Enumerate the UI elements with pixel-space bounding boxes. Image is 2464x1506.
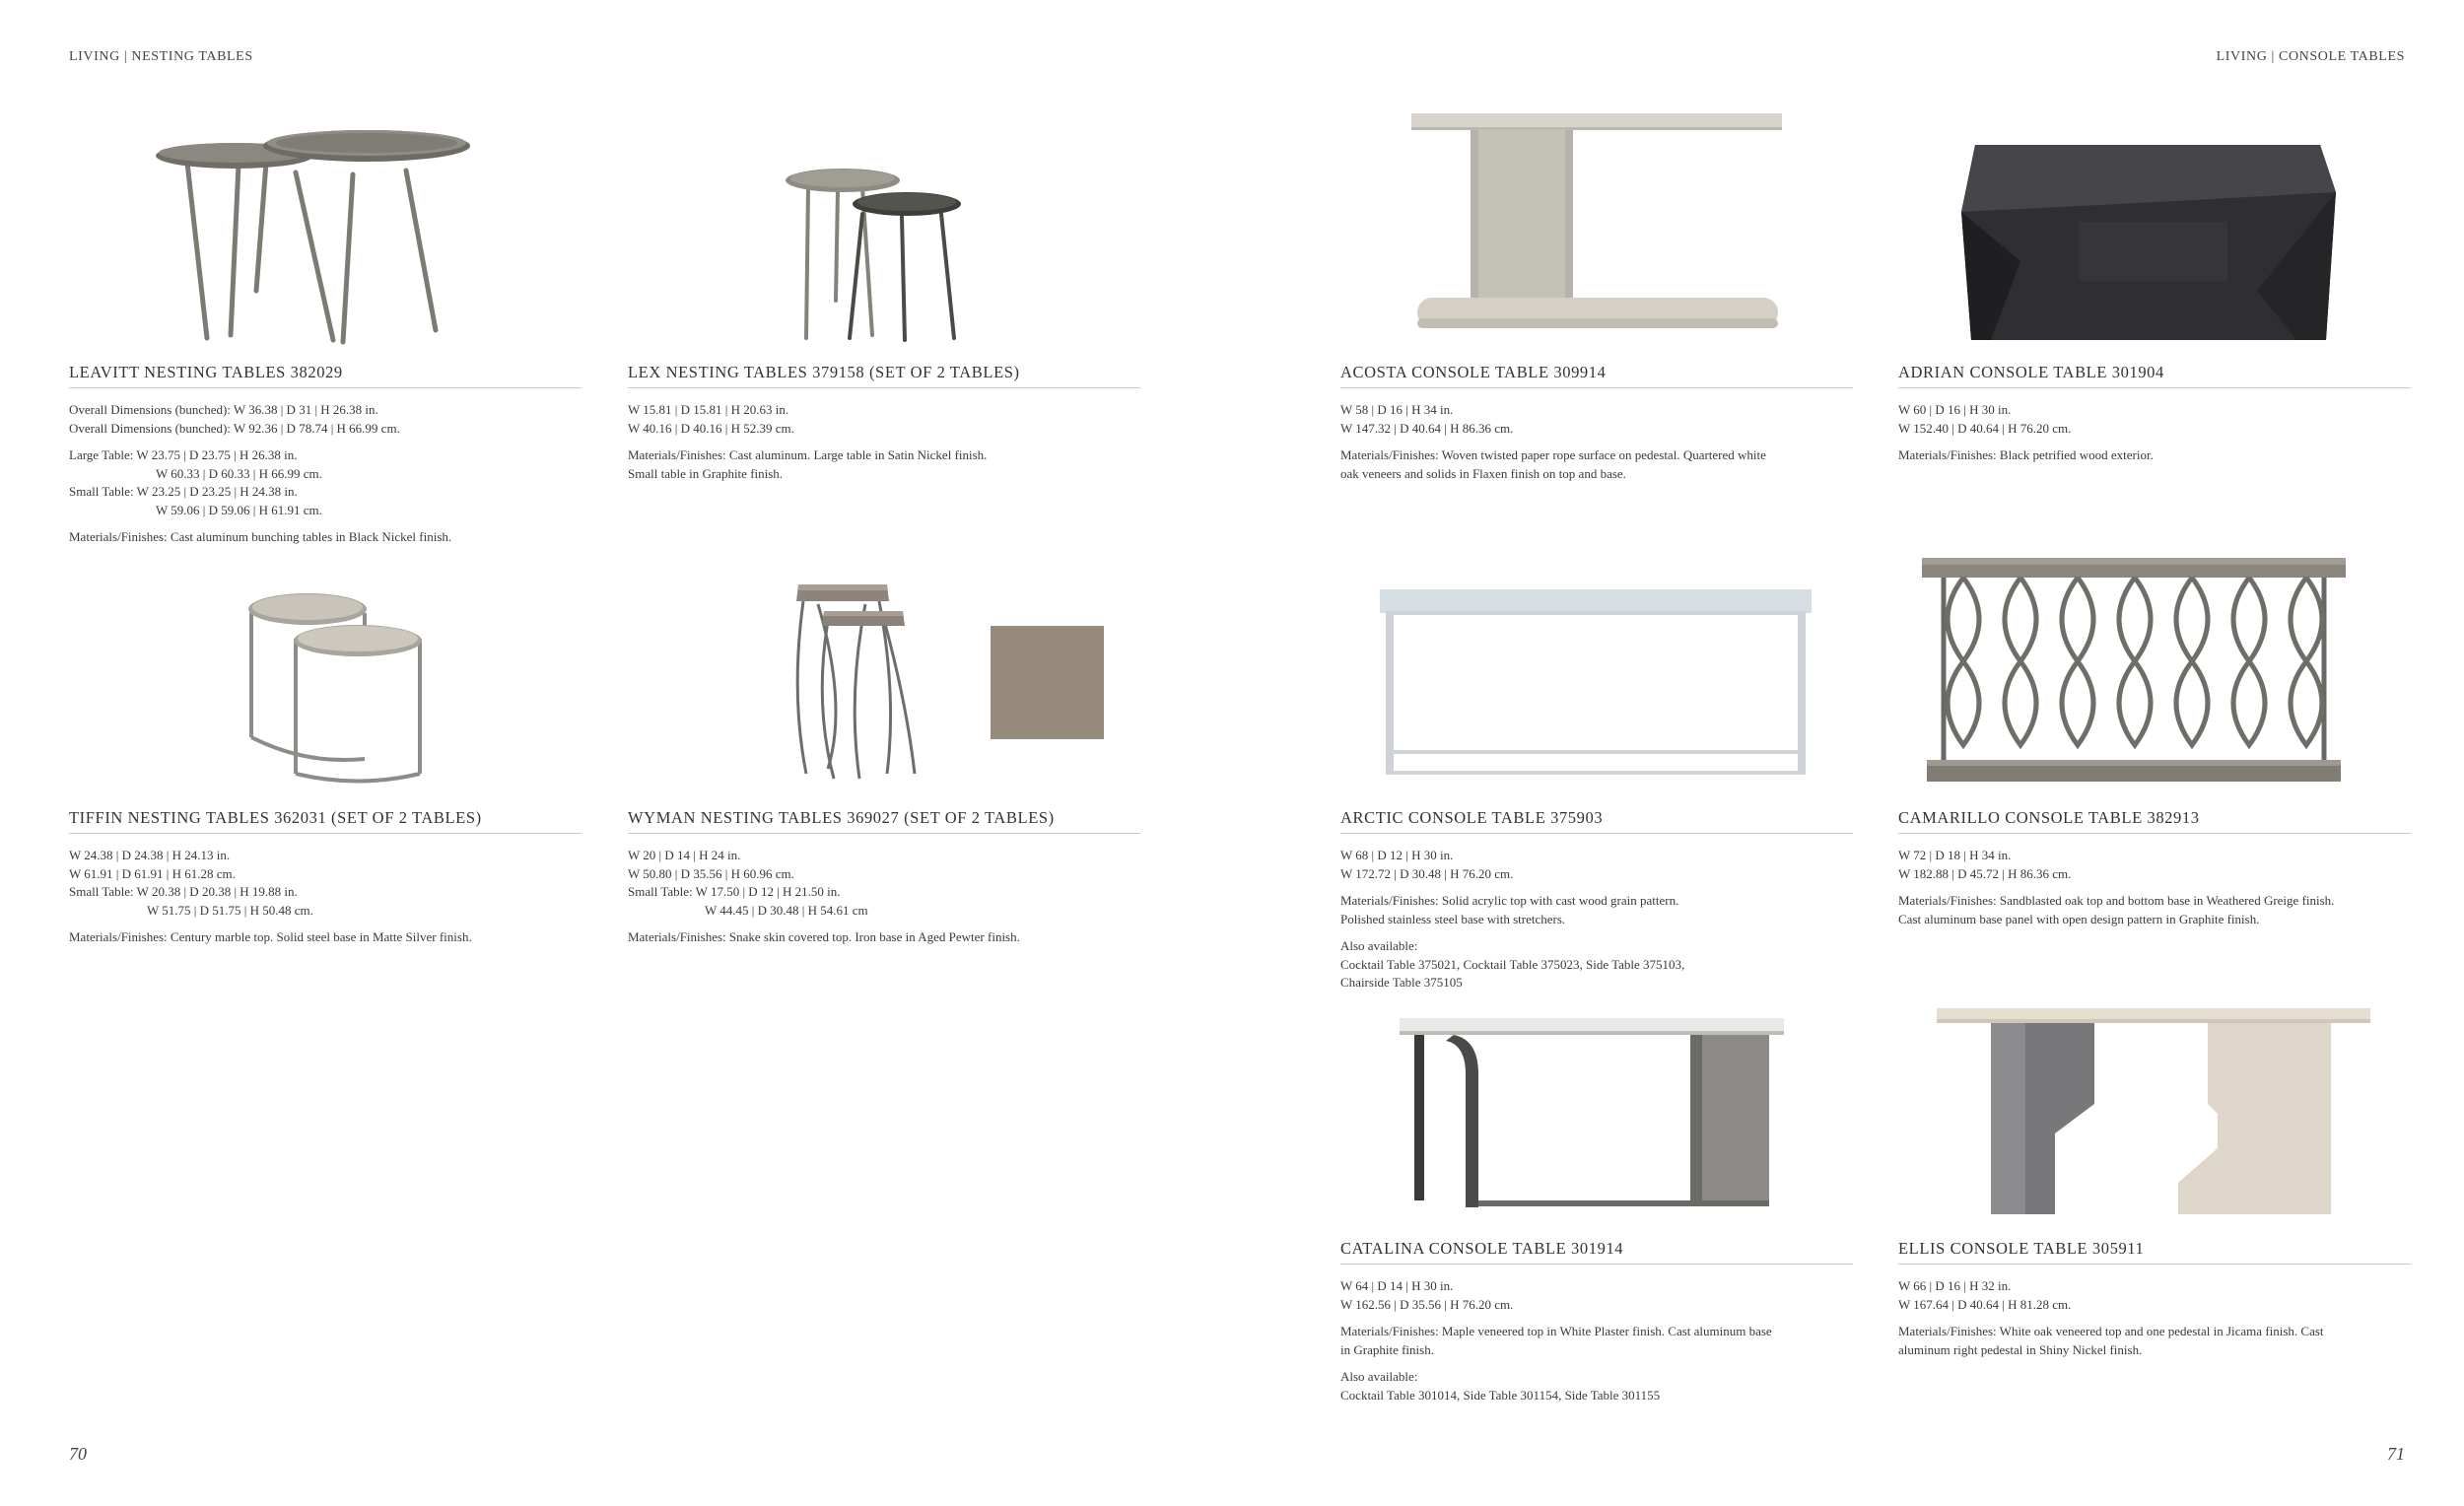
materials-text: Materials/Finishes: Sandblasted oak top and bottom base in Weathered Greige finish. — [1898, 893, 2335, 908]
overall-dimensions-cm: Overall Dimensions (bunched): W 92.36 | D 78.74 | H 66.99 cm. — [69, 420, 400, 436]
small-table-dimensions-in: Small Table: W 17.50 | D 12 | H 21.50 in. — [628, 884, 841, 899]
product-card-leavitt — [69, 363, 582, 547]
wyman-nesting-tables-image — [788, 577, 1104, 784]
materials-text-cont: in Graphite finish. — [1340, 1341, 1434, 1357]
materials-text-cont: Polished stainless steel base with stretchers. — [1340, 911, 1566, 926]
section-label-left: LIVING | NESTING TABLES — [69, 49, 253, 64]
also-available-label: Also available: — [1340, 1369, 1418, 1384]
adrian-console-table-image — [1961, 143, 2336, 350]
product-card-acosta — [1340, 363, 1853, 483]
dimensions-in: W 66 | D 16 | H 32 in. — [1898, 1278, 2012, 1293]
dimensions-in: W 68 | D 12 | H 30 in. — [1340, 848, 1454, 862]
tiffin-nesting-tables-image — [227, 591, 434, 788]
small-table-dimensions-in: Small Table: W 23.25 | D 23.25 | H 24.38 in. — [69, 484, 298, 499]
materials-text-cont: Small table in Graphite finish. — [628, 465, 784, 481]
dimensions-in: W 24.38 | D 24.38 | H 24.13 in. — [69, 848, 231, 862]
page-number-right: 71 — [2387, 1444, 2405, 1464]
leavitt-nesting-tables-image — [148, 113, 483, 350]
product-title: CAMARILLO CONSOLE TABLE 382913 — [1898, 808, 2411, 834]
camarillo-console-table-image — [1922, 555, 2346, 784]
small-table-dimensions-cm: W 44.45 | D 30.48 | H 54.61 cm — [705, 902, 868, 918]
also-available-items-cont: Chairside Table 375105 — [1340, 975, 1463, 990]
also-available-label: Also available: — [1340, 938, 1418, 953]
dimensions-cm: W 162.56 | D 35.56 | H 76.20 cm. — [1340, 1296, 1514, 1312]
also-available-items: Cocktail Table 301014, Side Table 301154, Side Table 301155 — [1340, 1387, 1661, 1403]
dimensions-cm: W 167.64 | D 40.64 | H 81.28 cm. — [1898, 1296, 2072, 1312]
ellis-console-table-image — [1937, 1005, 2370, 1217]
product-title: ELLIS CONSOLE TABLE 305911 — [1898, 1239, 2411, 1265]
dimensions-in: W 20 | D 14 | H 24 in. — [628, 848, 741, 862]
materials-text: Materials/Finishes: Cast aluminum bunching tables in Black Nickel finish. — [69, 529, 452, 544]
also-available-items: Cocktail Table 375021, Cocktail Table 375023, Side Table 375103, — [1340, 956, 1685, 972]
materials-text-cont: oak veneers and solids in Flaxen finish on top and base. — [1340, 465, 1626, 481]
product-card-camarillo — [1898, 808, 2411, 928]
dimensions-cm: W 40.16 | D 40.16 | H 52.39 cm. — [628, 420, 794, 436]
materials-text: Materials/Finishes: Solid acrylic top with cast wood grain pattern. — [1340, 893, 1679, 908]
product-card-lex — [628, 363, 1140, 483]
product-title: WYMAN NESTING TABLES 369027 (SET OF 2 TABLES) — [628, 808, 1140, 834]
product-card-catalina — [1340, 1239, 1853, 1404]
dimensions-in: W 60 | D 16 | H 30 in. — [1898, 402, 2012, 417]
product-title: LEX NESTING TABLES 379158 (SET OF 2 TABLES) — [628, 363, 1140, 388]
large-table-dimensions-cm: W 60.33 | D 60.33 | H 66.99 cm. — [156, 465, 322, 481]
dimensions-cm: W 182.88 | D 45.72 | H 86.36 cm. — [1898, 865, 2072, 881]
acosta-console-table-image — [1409, 108, 1784, 345]
product-title: ADRIAN CONSOLE TABLE 301904 — [1898, 363, 2411, 388]
small-table-dimensions-cm: W 59.06 | D 59.06 | H 61.91 cm. — [156, 502, 322, 517]
small-table-dimensions-cm: W 51.75 | D 51.75 | H 50.48 cm. — [147, 902, 313, 918]
product-card-arctic — [1340, 808, 1853, 993]
dimensions-cm: W 61.91 | D 61.91 | H 61.28 cm. — [69, 865, 236, 881]
small-table-dimensions-in: Small Table: W 20.38 | D 20.38 | H 19.88 in. — [69, 884, 298, 899]
materials-text: Materials/Finishes: Century marble top. Solid steel base in Matte Silver finish. — [69, 929, 472, 944]
product-title: CATALINA CONSOLE TABLE 301914 — [1340, 1239, 1853, 1265]
dimensions-in: W 64 | D 14 | H 30 in. — [1340, 1278, 1454, 1293]
materials-text-cont: Cast aluminum base panel with open design pattern in Graphite finish. — [1898, 911, 2260, 926]
product-title: ARCTIC CONSOLE TABLE 375903 — [1340, 808, 1853, 834]
product-card-ellis — [1898, 1239, 2411, 1359]
product-card-tiffin — [69, 808, 582, 947]
product-title: LEAVITT NESTING TABLES 382029 — [69, 363, 582, 388]
lex-nesting-tables-image — [779, 163, 976, 350]
section-label-right: LIVING | CONSOLE TABLES — [2216, 49, 2405, 64]
product-title: TIFFIN NESTING TABLES 362031 (SET OF 2 TABLES) — [69, 808, 582, 834]
dimensions-cm: W 147.32 | D 40.64 | H 86.36 cm. — [1340, 420, 1514, 436]
materials-text: Materials/Finishes: Snake skin covered top. Iron base in Aged Pewter finish. — [628, 929, 1020, 944]
dimensions-in: W 72 | D 18 | H 34 in. — [1898, 848, 2012, 862]
catalina-console-table-image — [1395, 1015, 1789, 1212]
product-title: ACOSTA CONSOLE TABLE 309914 — [1340, 363, 1853, 388]
dimensions-cm: W 50.80 | D 35.56 | H 60.96 cm. — [628, 865, 794, 881]
materials-text: Materials/Finishes: Woven twisted paper rope surface on pedestal. Quartered white — [1340, 447, 1766, 462]
product-card-adrian — [1898, 363, 2411, 465]
materials-text: Materials/Finishes: Maple veneered top in White Plaster finish. Cast aluminum base — [1340, 1324, 1772, 1338]
dimensions-in: W 15.81 | D 15.81 | H 20.63 in. — [628, 402, 789, 417]
dimensions-cm: W 172.72 | D 30.48 | H 76.20 cm. — [1340, 865, 1514, 881]
materials-text: Materials/Finishes: Cast aluminum. Large table in Satin Nickel finish. — [628, 447, 988, 462]
product-card-wyman — [628, 808, 1140, 947]
materials-text-cont: aluminum right pedestal in Shiny Nickel finish. — [1898, 1341, 2143, 1357]
materials-text: Materials/Finishes: White oak veneered top and one pedestal in Jicama finish. Cast — [1898, 1324, 2324, 1338]
overall-dimensions-in: Overall Dimensions (bunched): W 36.38 | D 31 | H 26.38 in. — [69, 402, 378, 417]
dimensions-in: W 58 | D 16 | H 34 in. — [1340, 402, 1454, 417]
arctic-console-table-image — [1380, 586, 1814, 779]
materials-text: Materials/Finishes: Black petrified wood exterior. — [1898, 447, 2154, 462]
large-table-dimensions-in: Large Table: W 23.75 | D 23.75 | H 26.38 in. — [69, 447, 298, 462]
page-number-left: 70 — [69, 1444, 87, 1464]
dimensions-cm: W 152.40 | D 40.64 | H 76.20 cm. — [1898, 420, 2072, 436]
